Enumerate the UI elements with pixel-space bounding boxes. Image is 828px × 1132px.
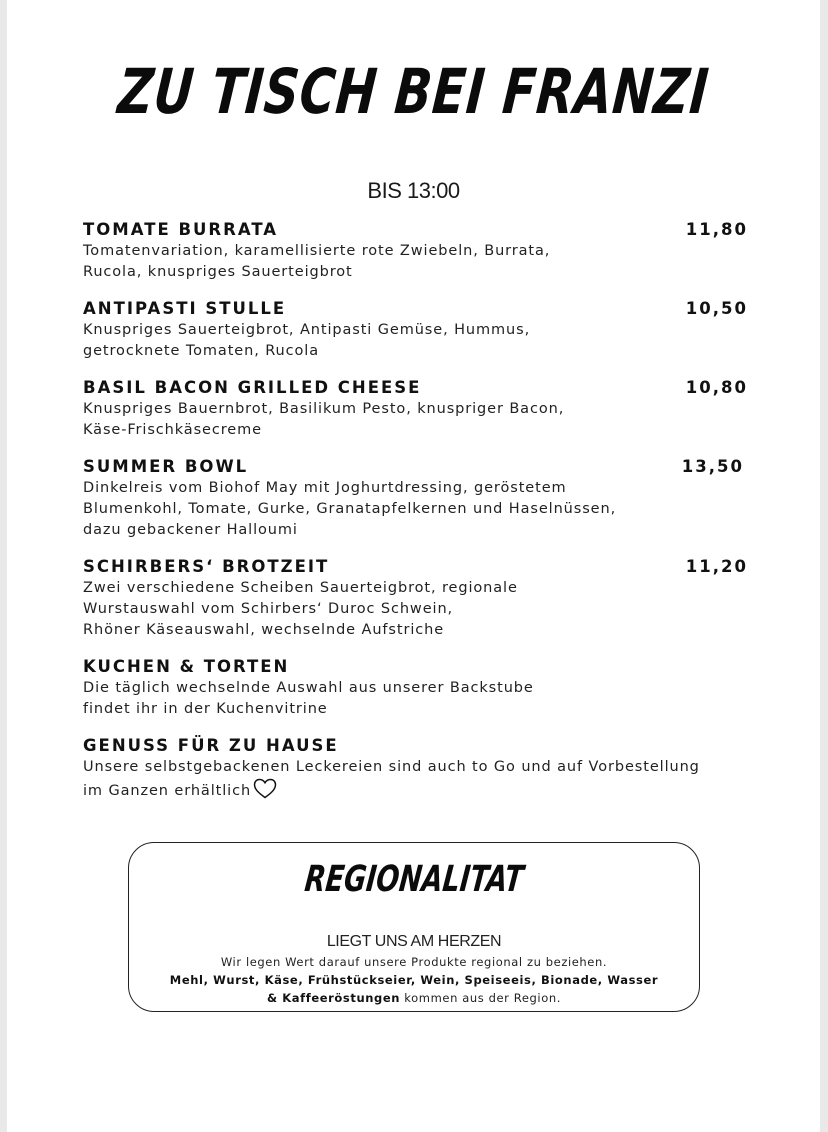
regional-box-line <box>129 989 699 1007</box>
menu-item-description <box>83 757 783 806</box>
menu-item-name: GENUSS FÜR ZU HAUSE <box>83 736 339 755</box>
menu-item-name: ANTIPASTI STULLE <box>83 299 287 318</box>
menu-item-description: Knuspriges Bauernbrot, Basilikum Pesto, knuspriger Bacon, Käse-Frischkäsecreme <box>83 401 565 438</box>
menu-item-name: TOMATE BURRATA <box>83 220 279 239</box>
regional-box-title: REGIONALITAT <box>302 859 526 900</box>
menu-item-description-text: Unsere selbstgebackenen Leckereien sind auch to Go und auf Vorbestellung im Ganzen erhältlich <box>83 759 700 799</box>
menu-item-name: SUMMER BOWL <box>83 457 249 476</box>
regional-box-subtitle: LIEGT UNS AM HERZEN <box>326 933 502 950</box>
menu-item-description: Die täglich wechselnde Auswahl aus unserer Backstube findet ihr in der Kuchenvitrine <box>83 680 534 717</box>
menu-page <box>7 0 820 1132</box>
menu-item-description: Zwei verschiedene Scheiben Sauerteigbrot, regionale Wurstauswahl vom Schirbers‘ Duroc Schwein, Rhöner Käseauswahl, wechselnde Aufstriche <box>83 580 518 638</box>
menu-item-description: Dinkelreis vom Biohof May mit Joghurtdressing, geröstetem Blumenkohl, Tomate, Gurke, Granatapfelkernen und Haselnüssen, dazu gebackener Halloumi <box>83 480 617 538</box>
page-subtitle: BIS 13:00 <box>367 178 460 203</box>
regional-box-line: Wir legen Wert darauf unsere Produkte regional zu beziehen. <box>220 955 608 969</box>
menu-item <box>83 298 748 362</box>
menu-item-description: Knuspriges Sauerteigbrot, Antipasti Gemüse, Hummus, getrocknete Tomaten, Rucola <box>83 322 531 359</box>
menu-item-name: SCHIRBERS‘ BROTZEIT <box>83 557 330 576</box>
menu-item <box>83 735 783 806</box>
menu-item-price: 10,80 <box>685 378 748 397</box>
regional-box-line <box>129 971 699 989</box>
regional-info-box <box>128 842 700 1012</box>
menu-item-price: 11,80 <box>685 220 748 239</box>
menu-item-name: BASIL BACON GRILLED CHEESE <box>83 378 422 397</box>
menu-item-description: Tomatenvariation, karamellisierte rote Zwiebeln, Burrata, Rucola, knuspriges Sauerteigbrot <box>83 243 551 280</box>
page-title: ZU TISCH BEI FRANZI <box>115 55 712 128</box>
menu-item <box>83 377 748 441</box>
regional-box-products: Mehl, Wurst, Käse, Frühstückseier, Wein, Speiseeis, Bionade, Wasser <box>169 973 659 987</box>
menu-item <box>83 656 748 720</box>
menu-item-price: 13,50 <box>681 457 744 476</box>
heart-icon <box>253 778 277 806</box>
menu-item <box>83 219 748 283</box>
menu-item <box>83 556 748 641</box>
menu-item-name: KUCHEN & TORTEN <box>83 657 290 676</box>
regional-box-text: kommen aus der Region. <box>400 991 561 1005</box>
menu-item-price: 10,50 <box>685 299 748 318</box>
menu-item <box>83 456 748 541</box>
menu-item-price: 11,20 <box>685 557 748 576</box>
regional-box-products: & Kaffeeröstungen <box>267 991 401 1005</box>
